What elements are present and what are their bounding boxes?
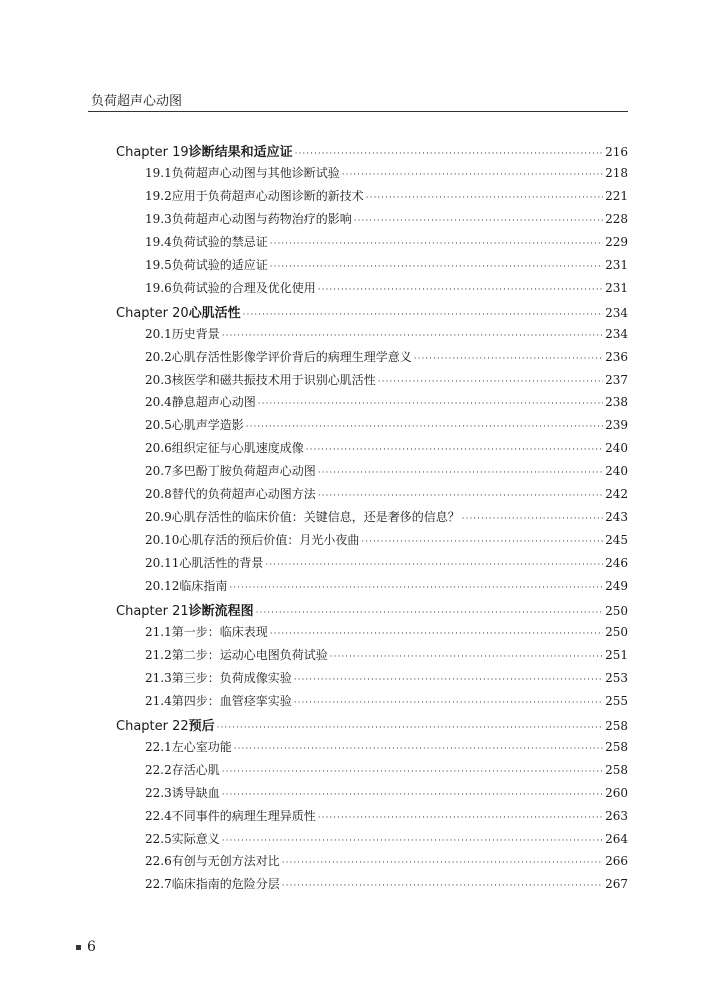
section-number: 20.5 [145,418,172,433]
toc-page-number: 231 [605,280,628,295]
toc-page-number: 264 [605,831,628,846]
dot-leader [414,354,603,364]
section-number: 22.2 [145,762,172,777]
section-title: 历史背景 [171,326,220,341]
section-title: 诱导缺血 [171,785,220,800]
section-number: 20.6 [145,441,172,456]
chapter-number: Chapter 21 [116,604,189,619]
dot-leader [295,149,603,159]
section-number: 20.10 [145,533,180,548]
dot-leader [282,858,603,868]
dot-leader [229,583,603,593]
section-title: 临床指南 [179,579,228,594]
toc-section-entry[interactable] [145,761,628,784]
section-title: 核医学和磁共振技术用于识别心肌活性 [171,372,376,387]
dot-leader [294,698,603,708]
dot-leader [265,560,603,570]
dot-leader [354,216,603,226]
toc-section-entry[interactable] [145,531,628,554]
dot-leader [222,836,603,846]
chapter-number: Chapter 22 [116,718,189,734]
section-title: 静息超声心动图 [171,395,256,410]
toc-section-entry[interactable] [145,462,628,485]
toc-page-number: 239 [605,418,628,433]
section-number: 19.3 [145,211,172,226]
toc-section-entry[interactable] [145,669,628,692]
dot-leader [361,537,603,547]
toc-page-number: 263 [605,808,628,823]
section-number: 19.5 [145,257,172,272]
toc-section-entry[interactable] [145,416,628,439]
dot-leader [318,285,603,295]
toc-page-number: 266 [605,854,628,869]
toc-page-number: 258 [605,739,628,754]
dot-leader [318,468,603,478]
toc-page-number: 237 [605,372,628,387]
dot-leader [282,881,603,891]
dot-leader [318,491,603,501]
dot-leader [330,652,603,662]
toc-section-entry[interactable] [145,279,628,302]
section-number: 19.4 [145,234,172,249]
section-number: 21.2 [145,647,172,662]
chapter-title: 诊断结果和适应证 [188,145,293,160]
toc-section-entry[interactable] [145,646,628,669]
dot-leader [378,377,603,387]
dot-leader [256,608,603,618]
dot-leader [258,399,603,409]
section-title: 负荷试验的合理及优化使用 [171,280,316,295]
toc-page-number: 260 [605,785,628,800]
section-number: 20.12 [145,579,180,594]
chapter-title: 心肌活性 [188,305,241,321]
section-number: 20.2 [145,349,172,364]
toc-page-number: 240 [605,464,628,479]
header-rule [88,111,628,112]
dot-leader [217,723,603,733]
toc-section-entry[interactable] [145,554,628,577]
toc-section-entry[interactable] [145,784,628,807]
toc-page-number: 251 [605,647,628,662]
toc-section-entry[interactable] [145,807,628,830]
section-title: 实际意义 [171,831,220,846]
chapter-title: 预后 [188,718,215,734]
section-title: 替代的负荷超声心动图方法 [171,487,316,502]
section-number: 19.1 [145,165,172,180]
dot-leader [318,813,603,823]
section-number: 21.4 [145,693,172,708]
toc-page-number: 249 [605,579,628,594]
running-head: 负荷超声心动图 [91,94,183,109]
toc-page-number: 218 [605,165,628,180]
section-title: 心肌活性的背景 [179,556,264,571]
section-title: 第一步：临床表现 [171,624,268,639]
section-title: 组织定征与心肌速度成像 [171,441,304,456]
toc-page-number: 253 [605,670,628,685]
dot-leader [270,239,603,249]
dot-leader [366,193,603,203]
dot-leader [270,629,603,639]
toc-chapter-entry[interactable] [116,302,628,325]
section-number: 22.7 [145,877,172,892]
toc-section-entry[interactable] [145,508,628,531]
section-number: 20.4 [145,395,172,410]
toc-section-entry[interactable] [145,233,628,256]
dot-leader [234,744,603,754]
section-number: 22.5 [145,831,172,846]
toc-page-number: 243 [605,510,628,525]
toc-page-number: 246 [605,556,628,571]
section-title: 有创与无创方法对比 [171,854,280,869]
toc-section-entry[interactable] [145,577,628,600]
section-number: 22.1 [145,739,172,754]
toc-section-entry[interactable] [145,187,628,210]
footer-square-icon [76,945,81,950]
toc-page-number: 245 [605,533,628,548]
chapter-title: 诊断流程图 [188,604,254,619]
dot-leader [306,445,603,455]
section-title: 临床指南的危险分层 [171,877,280,892]
toc-section-entry[interactable] [145,830,628,853]
section-title: 第三步：负荷成像实验 [171,670,292,685]
toc-page-number: 242 [605,487,628,502]
section-number: 20.7 [145,464,172,479]
toc-section-entry[interactable] [145,485,628,508]
section-number: 20.9 [145,510,172,525]
toc-page-number: 240 [605,441,628,456]
toc-section-entry[interactable] [145,393,628,416]
dot-leader [462,514,603,524]
toc-page-number: 258 [605,762,628,777]
toc-chapter-entry[interactable] [116,141,628,164]
toc-section-entry[interactable] [145,852,628,875]
section-number: 20.3 [145,372,172,387]
section-number: 20.11 [145,556,180,571]
section-title: 心肌声学造影 [171,418,244,433]
dot-leader [294,675,603,685]
toc-section-entry[interactable] [145,692,628,715]
page-footer [76,939,96,955]
section-title: 心肌存活的预后价值：月光小夜曲 [179,533,360,548]
dot-leader [270,262,603,272]
dot-leader [222,790,603,800]
section-title: 应用于负荷超声心动图诊断的新技术 [171,188,364,203]
section-title: 第四步：血管痉挛实验 [171,693,292,708]
dot-leader [222,331,603,341]
toc-page-number: 267 [605,877,628,892]
section-title: 心肌存活性影像学评价背后的病理生理学意义 [171,349,412,364]
section-title: 负荷超声心动图与其他诊断试验 [171,165,340,180]
toc-page-number: 250 [605,624,628,639]
section-title: 多巴酚丁胺负荷超声心动图 [171,464,316,479]
section-title: 负荷超声心动图与药物治疗的影响 [171,211,352,226]
section-title: 左心室功能 [171,739,232,754]
section-title: 不同事件的病理生理异质性 [171,808,316,823]
toc-section-entry[interactable] [145,210,628,233]
toc-page-number: 229 [605,234,628,249]
toc-section-entry[interactable] [145,164,628,187]
section-number: 20.8 [145,487,172,502]
section-number: 21.3 [145,670,172,685]
chapter-number: Chapter 20 [116,305,189,321]
section-title: 第二步：运动心电图负荷试验 [171,647,328,662]
page-number: 6 [87,939,96,955]
section-title: 负荷试验的禁忌证 [171,234,268,249]
toc-chapter-entry[interactable] [116,600,628,623]
dot-leader [243,310,603,320]
section-title: 心肌存活性的临床价值：关键信息，还是奢侈的信息？ [171,510,460,525]
toc-page-number: 234 [605,326,628,341]
section-number: 19.6 [145,280,172,295]
section-number: 22.3 [145,785,172,800]
toc-section-entry[interactable] [145,348,628,371]
toc-section-entry[interactable] [145,738,628,761]
toc-section-entry[interactable] [145,256,628,279]
section-number: 22.6 [145,854,172,869]
dot-leader [246,422,603,432]
toc-page-number: 228 [605,211,628,226]
toc-page-number: 238 [605,395,628,410]
toc-page-number: 258 [605,718,628,733]
toc-section-entry[interactable] [145,875,628,898]
section-title: 存活心肌 [171,762,220,777]
section-number: 21.1 [145,624,172,639]
toc-page-number: 234 [605,305,628,320]
section-number: 22.4 [145,808,172,823]
chapter-number: Chapter 19 [116,145,189,160]
toc-page-number: 250 [605,604,628,618]
section-title: 负荷试验的适应证 [171,257,268,272]
toc-section-entry[interactable] [145,325,628,348]
dot-leader [222,767,603,777]
section-number: 19.2 [145,188,172,203]
toc-section-entry[interactable] [145,371,628,394]
toc-page-number: 231 [605,257,628,272]
toc-page-number: 216 [605,145,628,159]
toc-section-entry[interactable] [145,623,628,646]
toc-chapter-entry[interactable] [116,715,628,738]
dot-leader [342,170,603,180]
toc-section-entry[interactable] [145,439,628,462]
toc-page-number: 255 [605,693,628,708]
toc-page-number: 236 [605,349,628,364]
toc-page-number: 221 [605,188,628,203]
section-number: 20.1 [145,326,172,341]
